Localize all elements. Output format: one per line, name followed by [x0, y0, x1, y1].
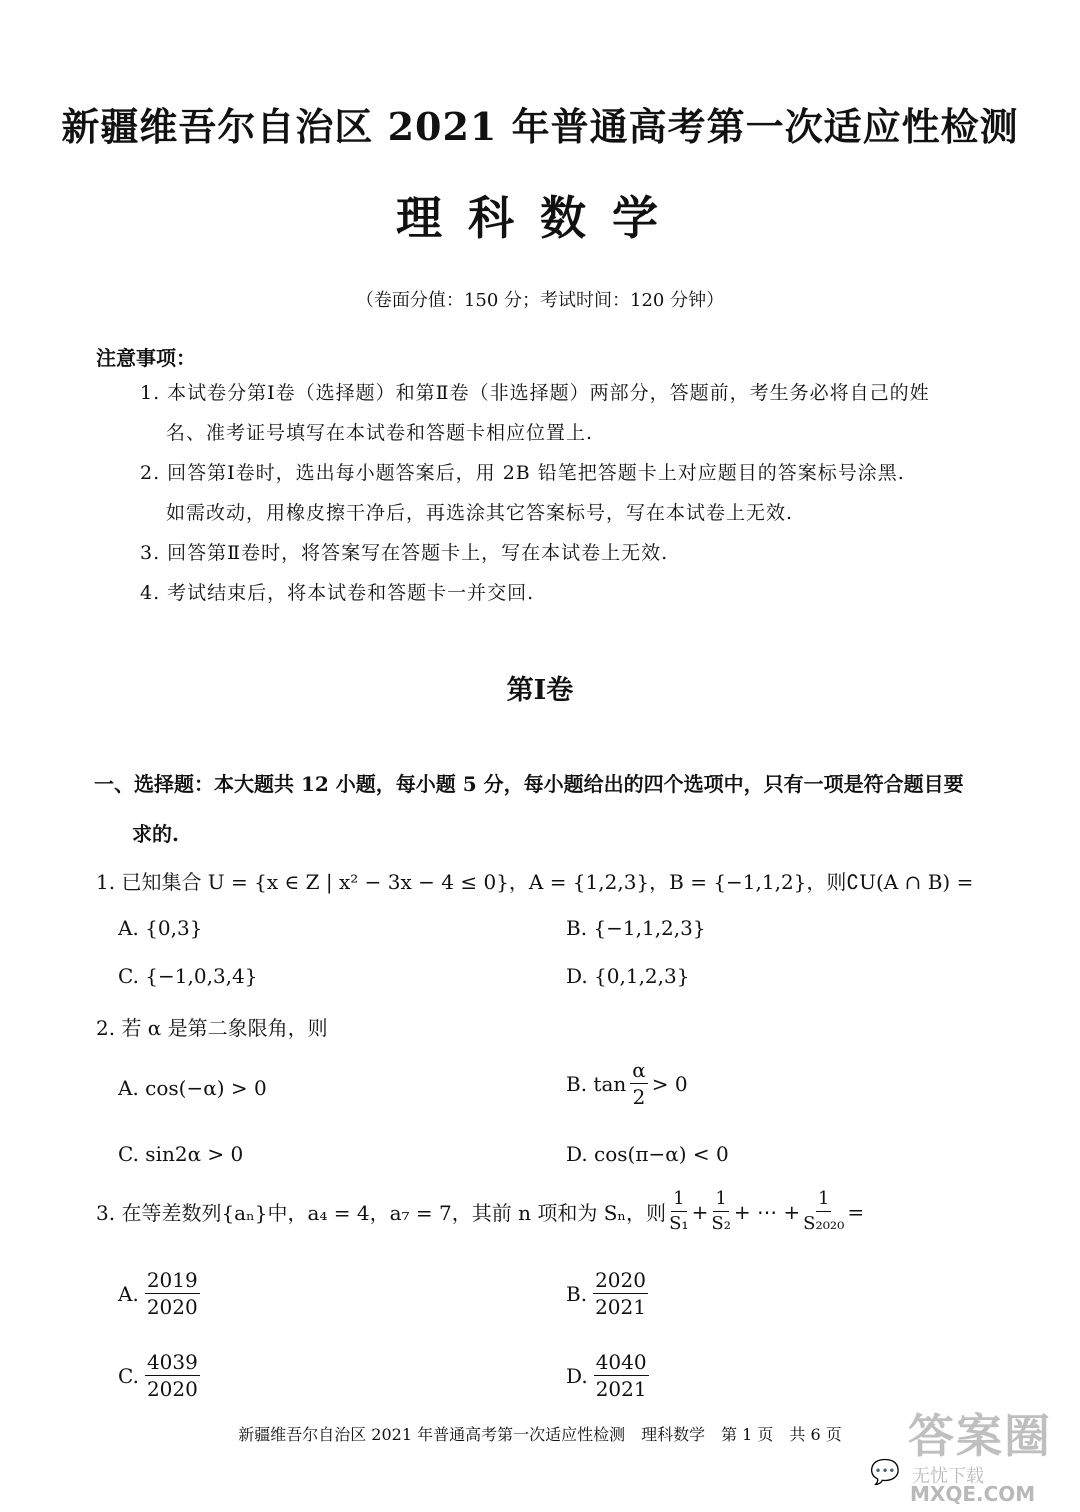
- q2-option-b-prefix: B. tan: [566, 1071, 627, 1096]
- option-fraction: [145, 1352, 200, 1399]
- part-one-instruction: 一、选择题：本大题共 12 小题，每小题 5 分，每小题给出的四个选项中，只有一项是符合题目要: [94, 772, 964, 796]
- q1-option-a: A. {0,3}: [118, 916, 203, 940]
- watermark-slogan: 无忧下载: [912, 1466, 984, 1487]
- watermark-brand: 答案圈: [908, 1409, 1052, 1463]
- notice-heading: 注意事项：: [96, 346, 196, 370]
- watermark-logo: [870, 1400, 1070, 1505]
- q2-option-d: D. cos(π−α) < 0: [566, 1142, 729, 1166]
- fraction-denominator: 2020: [146, 1295, 198, 1319]
- fraction-numerator: 4040: [595, 1350, 647, 1374]
- option-fraction: [593, 1270, 648, 1317]
- notice-line: 2. 回答第Ⅰ卷时，选出每小题答案后，用 2B 铅笔把答题卡上对应题目的答案标号涂黑.: [140, 462, 905, 484]
- plus-sign: +: [691, 1199, 709, 1224]
- q2-option-a: A. cos(−α) > 0: [118, 1076, 267, 1100]
- fraction-denominator: 2020: [146, 1377, 198, 1401]
- section-title: 第Ⅰ卷: [506, 675, 574, 706]
- fraction-numerator: 1: [816, 1190, 831, 1212]
- fraction-numerator: 2019: [146, 1268, 198, 1292]
- option-label: B.: [566, 1281, 588, 1306]
- q2-option-b: [566, 1060, 688, 1107]
- question-3-stem: [96, 1190, 864, 1233]
- q1-option-c: C. {−1,0,3,4}: [118, 964, 258, 988]
- option-label: D.: [566, 1363, 588, 1388]
- q1-option-d: D. {0,1,2,3}: [566, 964, 690, 988]
- option-fraction: [145, 1270, 200, 1317]
- fraction-denominator: S₂₀₂₀: [803, 1213, 845, 1234]
- exam-title: 新疆维吾尔自治区 2021 年普通高考第一次适应性检测: [61, 104, 1019, 149]
- q3-option-d: [566, 1352, 649, 1399]
- option-label: C.: [118, 1363, 139, 1388]
- ellipsis-plus: + ⋯ +: [733, 1199, 801, 1224]
- notice-line: 1. 本试卷分第Ⅰ卷（选择题）和第Ⅱ卷（非选择题）两部分，答题前，考生务必将自己的姓: [140, 382, 930, 404]
- q2-option-b-suffix: > 0: [651, 1071, 688, 1096]
- q3-option-a: [118, 1270, 200, 1317]
- q3-fraction-1: [669, 1190, 689, 1233]
- subject-title: 理科数学: [396, 191, 684, 245]
- fraction-denominator: S₂: [711, 1213, 731, 1234]
- chat-bubble-icon: 💬: [870, 1458, 900, 1486]
- notice-line: 名、准考证号填写在本试卷和答题卡相应位置上.: [166, 422, 594, 444]
- fraction-denominator: 2021: [595, 1377, 647, 1401]
- q3-option-c: [118, 1352, 200, 1399]
- q3-stem-text: 3. 在等差数列{aₙ}中，a₄ = 4，a₇ = 7，其前 n 项和为 Sₙ，则: [96, 1201, 667, 1225]
- q2-option-b-fraction: [630, 1060, 648, 1107]
- fraction-numerator: 4039: [146, 1350, 198, 1374]
- fraction-denominator: 2: [632, 1085, 646, 1109]
- q3-fraction-2: [711, 1190, 731, 1233]
- score-time-note: （卷面分值：150 分；考试时间：120 分钟）: [355, 290, 725, 311]
- notice-line: 如需改动，用橡皮擦干净后，再选涂其它答案标号，写在本试卷上无效.: [166, 502, 794, 524]
- fraction-numerator: α: [632, 1058, 646, 1082]
- notice-line: 4. 考试结束后，将本试卷和答题卡一并交回.: [140, 582, 535, 604]
- notice-line: 3. 回答第Ⅱ卷时，将答案写在答题卡上，写在本试卷上无效.: [140, 542, 669, 564]
- fraction-denominator: 2021: [595, 1295, 646, 1319]
- option-fraction: [594, 1352, 649, 1399]
- option-label: A.: [118, 1281, 139, 1306]
- fraction-denominator: S₁: [669, 1213, 689, 1234]
- watermark-url: MXQE.COM: [910, 1482, 1036, 1506]
- equals-sign: =: [847, 1199, 865, 1224]
- fraction-numerator: 2020: [595, 1268, 646, 1292]
- part-one-instruction-cont: 求的.: [132, 822, 179, 846]
- q3-fraction-3: [803, 1190, 844, 1233]
- q1-option-b: B. {−1,1,2,3}: [566, 916, 706, 940]
- q2-option-c: C. sin2α > 0: [118, 1142, 244, 1166]
- fraction-numerator: 1: [671, 1190, 686, 1212]
- q3-option-b: [566, 1270, 648, 1317]
- question-1-stem: 1. 已知集合 U = {x ∈ Z | x² − 3x − 4 ≤ 0}，A = {1,2,3}，B = {−1,1,2}，则∁U(A ∩ B) =: [96, 870, 974, 894]
- question-2-stem: 2. 若 α 是第二象限角，则: [96, 1016, 328, 1040]
- page-footer: 新疆维吾尔自治区 2021 年普通高考第一次适应性检测 理科数学 第 1 页 共 6 页: [238, 1425, 842, 1444]
- fraction-numerator: 1: [713, 1190, 728, 1212]
